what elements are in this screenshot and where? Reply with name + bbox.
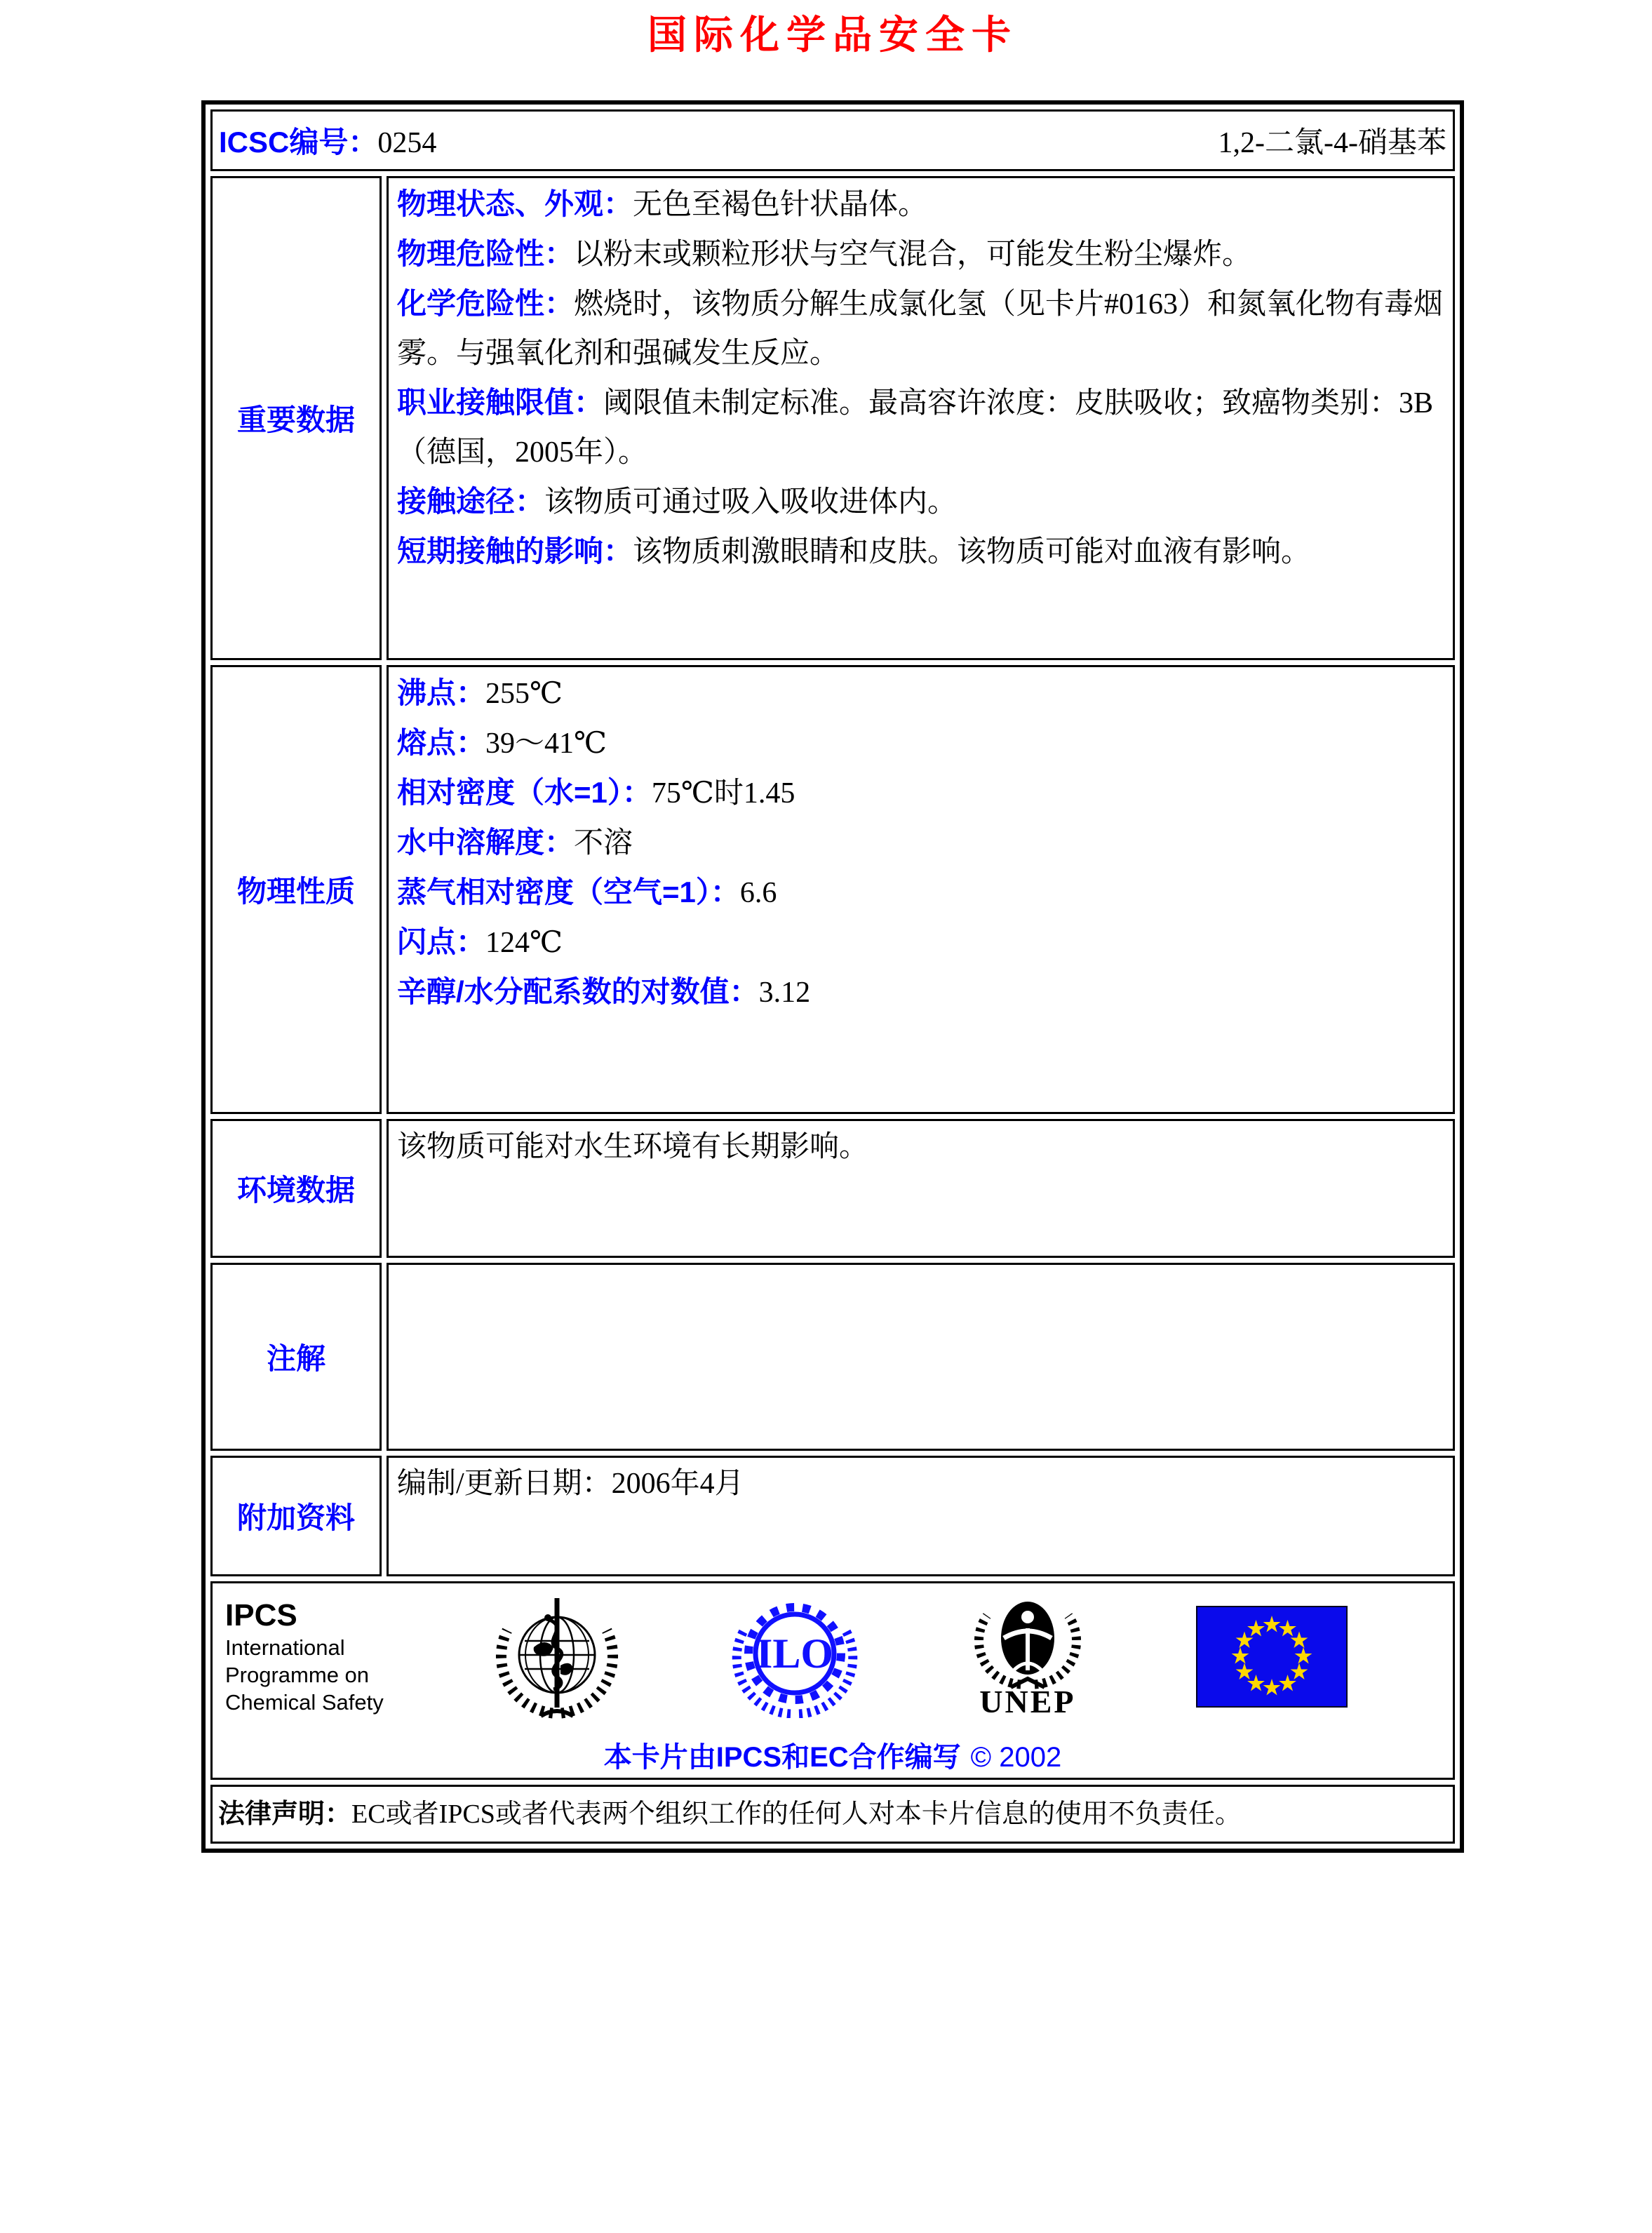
- item-label: 辛醇/水分配系数的对数值：: [397, 975, 759, 1008]
- unep-label: UNEP: [979, 1684, 1076, 1719]
- eu-flag-icon: [1196, 1606, 1348, 1708]
- ilo-logo-icon: [730, 1595, 859, 1718]
- ipcs-acronym: IPCS: [225, 1597, 297, 1632]
- item-text: 255℃: [485, 678, 563, 710]
- item-text: 39～41℃: [485, 727, 607, 760]
- page-title: 国际化学品安全卡: [647, 14, 1018, 58]
- unep-logo-block: [967, 1595, 1088, 1718]
- data-item: [397, 378, 1444, 477]
- item-label: 水中溶解度：: [397, 826, 575, 859]
- item-text: 75℃时1.45: [651, 777, 795, 810]
- who-logo-icon: [492, 1590, 622, 1723]
- item-text: 不溶: [574, 827, 633, 859]
- header-cell: [210, 109, 1455, 171]
- icsc-table: [206, 105, 1460, 1849]
- ipcs-line-3: Chemical Safety: [225, 1689, 384, 1715]
- item-text: 124℃: [485, 927, 563, 959]
- item-label: 物理状态、外观：: [397, 187, 633, 220]
- footer-row: [210, 1581, 1455, 1780]
- item-text: 编制/更新日期：2006年4月: [397, 1468, 744, 1500]
- section-label-environmental-data: 环境数据: [210, 1119, 382, 1258]
- header-row: [210, 109, 1455, 171]
- item-text: 6.6: [739, 877, 777, 909]
- icsc-number-group: [219, 119, 436, 161]
- item-text: 该物质可通过吸入吸收进体内。: [544, 486, 958, 518]
- item-text: 该物质可能对水生环境有长期影响。: [397, 1131, 869, 1163]
- section-label-notes: 注解: [210, 1263, 382, 1451]
- copyright-text: © 2002: [970, 1742, 1062, 1773]
- section-row-physical-properties: [210, 665, 1455, 1114]
- credit-text: 本卡片由IPCS和EC合作编写: [603, 1742, 961, 1773]
- section-content-physical-properties: [387, 665, 1455, 1114]
- item-label: 闪点：: [397, 925, 486, 958]
- logos-strip: [213, 1588, 1453, 1725]
- item-label: 熔点：: [397, 726, 486, 759]
- data-item: [397, 868, 1444, 918]
- legal-label: 法律声明：: [218, 1799, 352, 1829]
- section-row-notes: [210, 1263, 1455, 1451]
- section-label-important-data: 重要数据: [210, 176, 382, 660]
- credit-line: [213, 1735, 1453, 1775]
- item-label: 相对密度（水=1）：: [397, 776, 652, 809]
- data-item: [397, 180, 1444, 229]
- section-row-environmental-data: [210, 1119, 1455, 1258]
- item-label: 接触途径：: [397, 485, 545, 518]
- svg-text:ILO: ILO: [756, 1630, 833, 1677]
- legal-row: [210, 1785, 1455, 1844]
- icsc-number-label: ICSC编号：: [219, 126, 378, 159]
- icsc-number-value: 0254: [377, 127, 437, 159]
- item-label: 蒸气相对密度（空气=1）：: [397, 876, 740, 908]
- item-label: 职业接触限值：: [397, 386, 604, 419]
- item-text: 3.12: [758, 977, 811, 1009]
- item-label: 化学危险性：: [397, 287, 575, 320]
- item-label: 短期接触的影响：: [397, 535, 633, 568]
- item-text: 燃烧时，该物质分解生成氯化氢（见卡片#0163）和氮氧化物有毒烟雾。与强氧化剂和强碱发生反应。: [397, 288, 1444, 370]
- section-content-notes: [387, 1263, 1455, 1451]
- item-text: 阈限值未制定标准。最高容许浓度：皮肤吸收；致癌物类别：3B（德国，2005年）。: [397, 387, 1434, 469]
- item-text: 该物质刺激眼睛和皮肤。该物质可能对血液有影响。: [633, 536, 1311, 568]
- data-item: [397, 918, 1444, 967]
- section-content-environmental-data: [387, 1119, 1455, 1258]
- ipcs-line-1: International: [225, 1635, 345, 1660]
- ipcs-line-2: Programme on: [225, 1662, 370, 1687]
- data-item: [397, 669, 1444, 718]
- data-item: [397, 967, 1444, 1017]
- section-row-important-data: [210, 176, 1455, 660]
- ipcs-text-block: [225, 1597, 384, 1716]
- section-content-additional-info: [387, 1456, 1455, 1576]
- data-item: [397, 477, 1444, 527]
- legal-cell: [210, 1785, 1455, 1844]
- icsc-card: [201, 100, 1464, 1853]
- data-item: [397, 718, 1444, 768]
- item-label: 沸点：: [397, 676, 486, 709]
- section-label-physical-properties: 物理性质: [210, 665, 382, 1114]
- item-text: 以粉末或颗粒形状与空气混合，可能发生粉尘爆炸。: [574, 239, 1252, 271]
- data-item: [397, 768, 1444, 818]
- chemical-name: 1,2-二氯-4-硝基苯: [1218, 127, 1446, 159]
- item-label: 物理危险性：: [397, 237, 575, 270]
- data-item: [397, 818, 1444, 868]
- data-item: [397, 1459, 1444, 1508]
- data-item: [397, 229, 1444, 279]
- section-row-additional-info: [210, 1456, 1455, 1576]
- footer-cell: [210, 1581, 1455, 1780]
- unep-logo-icon: [967, 1595, 1088, 1690]
- item-text: 无色至褐色针状晶体。: [633, 189, 928, 221]
- legal-text: EC或者IPCS或者代表两个组织工作的任何人对本卡片信息的使用不负责任。: [351, 1799, 1242, 1829]
- section-label-additional-info: 附加资料: [210, 1456, 382, 1576]
- data-item: [397, 527, 1444, 577]
- data-item: [397, 1122, 1444, 1172]
- section-content-important-data: [387, 176, 1455, 660]
- data-item: [397, 279, 1444, 378]
